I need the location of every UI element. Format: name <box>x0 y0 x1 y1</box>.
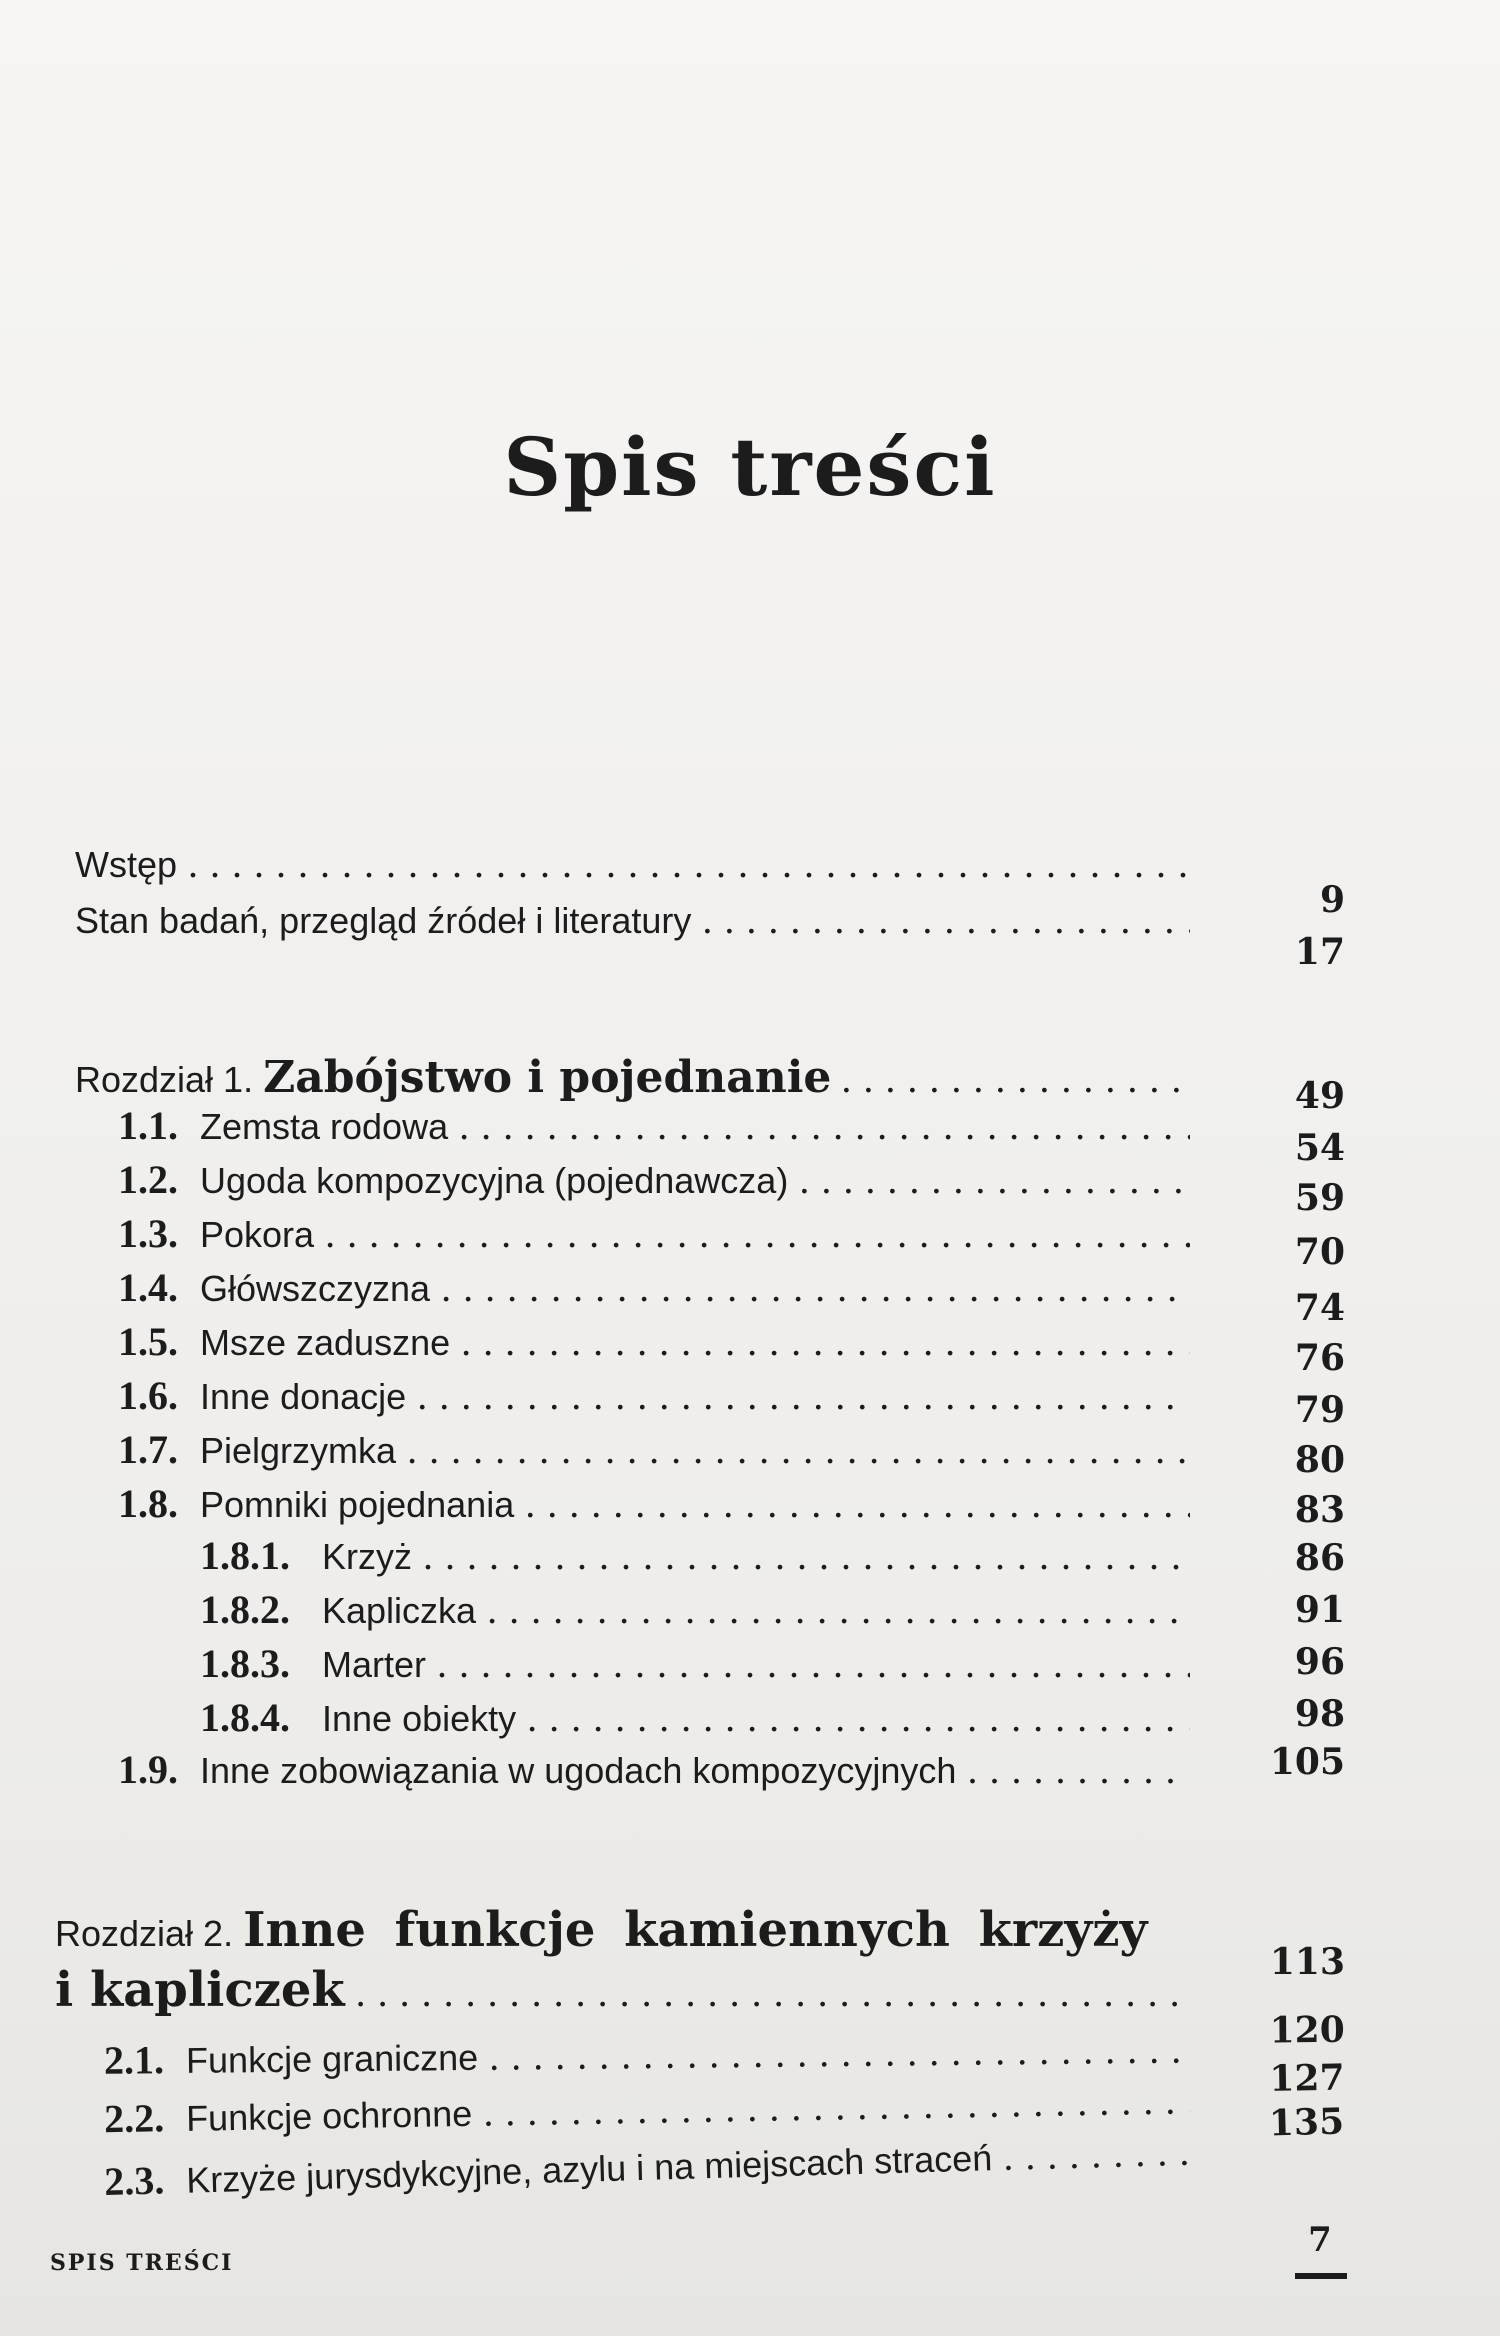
section-number: 1.4. <box>118 1265 178 1310</box>
page-number-rule <box>1295 2273 1347 2279</box>
toc-chapter-2 <box>55 1900 1195 1964</box>
toc-subsection-1-8-1 <box>0 1530 1500 1582</box>
toc-section-1-6 <box>0 1370 1500 1431</box>
toc-entry-page: 74 <box>1294 1287 1345 1329</box>
toc-entry-page: 86 <box>1294 1537 1345 1579</box>
toc-chapter-1 <box>0 1048 1500 1117</box>
toc-entry-text: Pomniki pojednania <box>200 1484 515 1525</box>
toc-entry-text: Stan badań, przegląd źródeł i literatury <box>75 900 692 941</box>
section-number: 1.9. <box>118 1747 178 1792</box>
section-number: 1.8.4. <box>200 1695 290 1740</box>
toc-entry-text: Kapliczka <box>322 1590 477 1631</box>
chapter-label: Rozdział 1. <box>75 1059 254 1100</box>
toc-subsection-1-8-2 <box>0 1584 1500 1636</box>
toc-entry-page: 91 <box>1294 1589 1345 1631</box>
toc-entry-text: Inne obiekty <box>322 1698 517 1739</box>
toc-entry-text: Krzyże jurysdykcyjne, azylu i na miejscach straceń <box>185 2137 993 2201</box>
toc-section-1-3 <box>0 1208 1500 1273</box>
toc-entry-page: 98 <box>1294 1693 1345 1735</box>
section-number: 1.6. <box>118 1373 178 1418</box>
toc-entry-page: 79 <box>1294 1389 1345 1431</box>
chapter-title: Zabójstwo i pojednanie <box>263 1052 832 1103</box>
section-number: 1.5. <box>118 1319 178 1364</box>
toc-entry-page: 135 <box>1268 2100 1345 2145</box>
toc-entry-page: 83 <box>1294 1489 1345 1531</box>
section-number: 2.3. <box>103 2157 165 2205</box>
section-number: 1.8.1. <box>200 1533 290 1578</box>
toc-entry-text: Pielgrzymka <box>200 1430 397 1471</box>
chapter-label: Rozdział 2. <box>55 1913 234 1954</box>
page-title: Spis treści <box>503 420 997 514</box>
toc-entry-page: 120 <box>1269 2008 1345 2052</box>
toc-section-1-2 <box>0 1154 1500 1219</box>
toc-entry-page: 70 <box>1294 1231 1345 1273</box>
toc-entry-text: Krzyż <box>322 1536 412 1577</box>
toc-entry-page: 59 <box>1294 1177 1345 1219</box>
toc-entry-page: 49 <box>1294 1075 1345 1117</box>
toc-entry-page: 54 <box>1294 1127 1345 1169</box>
toc-entry-page: 76 <box>1294 1337 1345 1379</box>
toc-entry-text: Pokora <box>200 1214 315 1255</box>
section-number: 1.7. <box>118 1427 178 1472</box>
running-head: SPIS TREŚCI <box>50 2250 234 2276</box>
toc-entry-text: Msze zaduszne <box>200 1322 451 1363</box>
toc-entry-page: 96 <box>1294 1641 1345 1683</box>
section-number: 1.2. <box>118 1157 178 1202</box>
chapter-title-line-2: i kapliczek <box>55 1962 345 2018</box>
page-number: 7 <box>1308 2220 1332 2260</box>
toc-entry-page: 9 <box>1319 879 1345 921</box>
section-number: 2.1. <box>103 2037 165 2083</box>
toc-section-1-5 <box>0 1316 1500 1379</box>
section-number: 1.3. <box>118 1211 178 1256</box>
toc-entry-text: Funkcje graniczne <box>185 2036 479 2081</box>
section-number: 1.1. <box>118 1103 178 1148</box>
toc-entry-text: Inne zobowiązania w ugodach kompozycyjnych <box>200 1750 957 1791</box>
toc-entry-text: Wstęp <box>75 844 178 885</box>
chapter-title-line-1: Inne funkcje kamiennych krzyży <box>243 1902 1148 1958</box>
toc-entry-text: Zemsta rodowa <box>200 1106 449 1147</box>
toc-entry-page: 113 <box>1269 1941 1345 1983</box>
toc-section-1-8 <box>0 1478 1500 1530</box>
section-number: 2.2. <box>103 2095 165 2142</box>
toc-entry-text: Główszczyzna <box>200 1268 431 1309</box>
toc-entry-page: 105 <box>1269 1741 1345 1783</box>
toc-subsection-1-8-3 <box>0 1638 1500 1690</box>
toc-section-1-7 <box>0 1424 1500 1481</box>
toc-entry-text: Ugoda kompozycyjna (pojednawcza) <box>200 1160 789 1201</box>
toc-section-1-1 <box>0 1100 1500 1169</box>
toc-entry-page: 80 <box>1294 1439 1345 1481</box>
toc-section-1-4 <box>0 1262 1500 1329</box>
toc-entry-text: Inne donacje <box>200 1376 407 1417</box>
section-number: 1.8. <box>118 1481 178 1526</box>
section-number: 1.8.3. <box>200 1641 290 1686</box>
section-number: 1.8.2. <box>200 1587 290 1632</box>
toc-entry-page: 17 <box>1294 931 1345 973</box>
toc-entry-text: Funkcje ochronne <box>185 2092 473 2139</box>
toc-entry-state-of-research <box>0 894 1500 973</box>
toc-section-1-9 <box>0 1741 1500 1796</box>
toc-entry-page: 127 <box>1269 2056 1345 2100</box>
toc-entry-text: Marter <box>322 1644 427 1685</box>
